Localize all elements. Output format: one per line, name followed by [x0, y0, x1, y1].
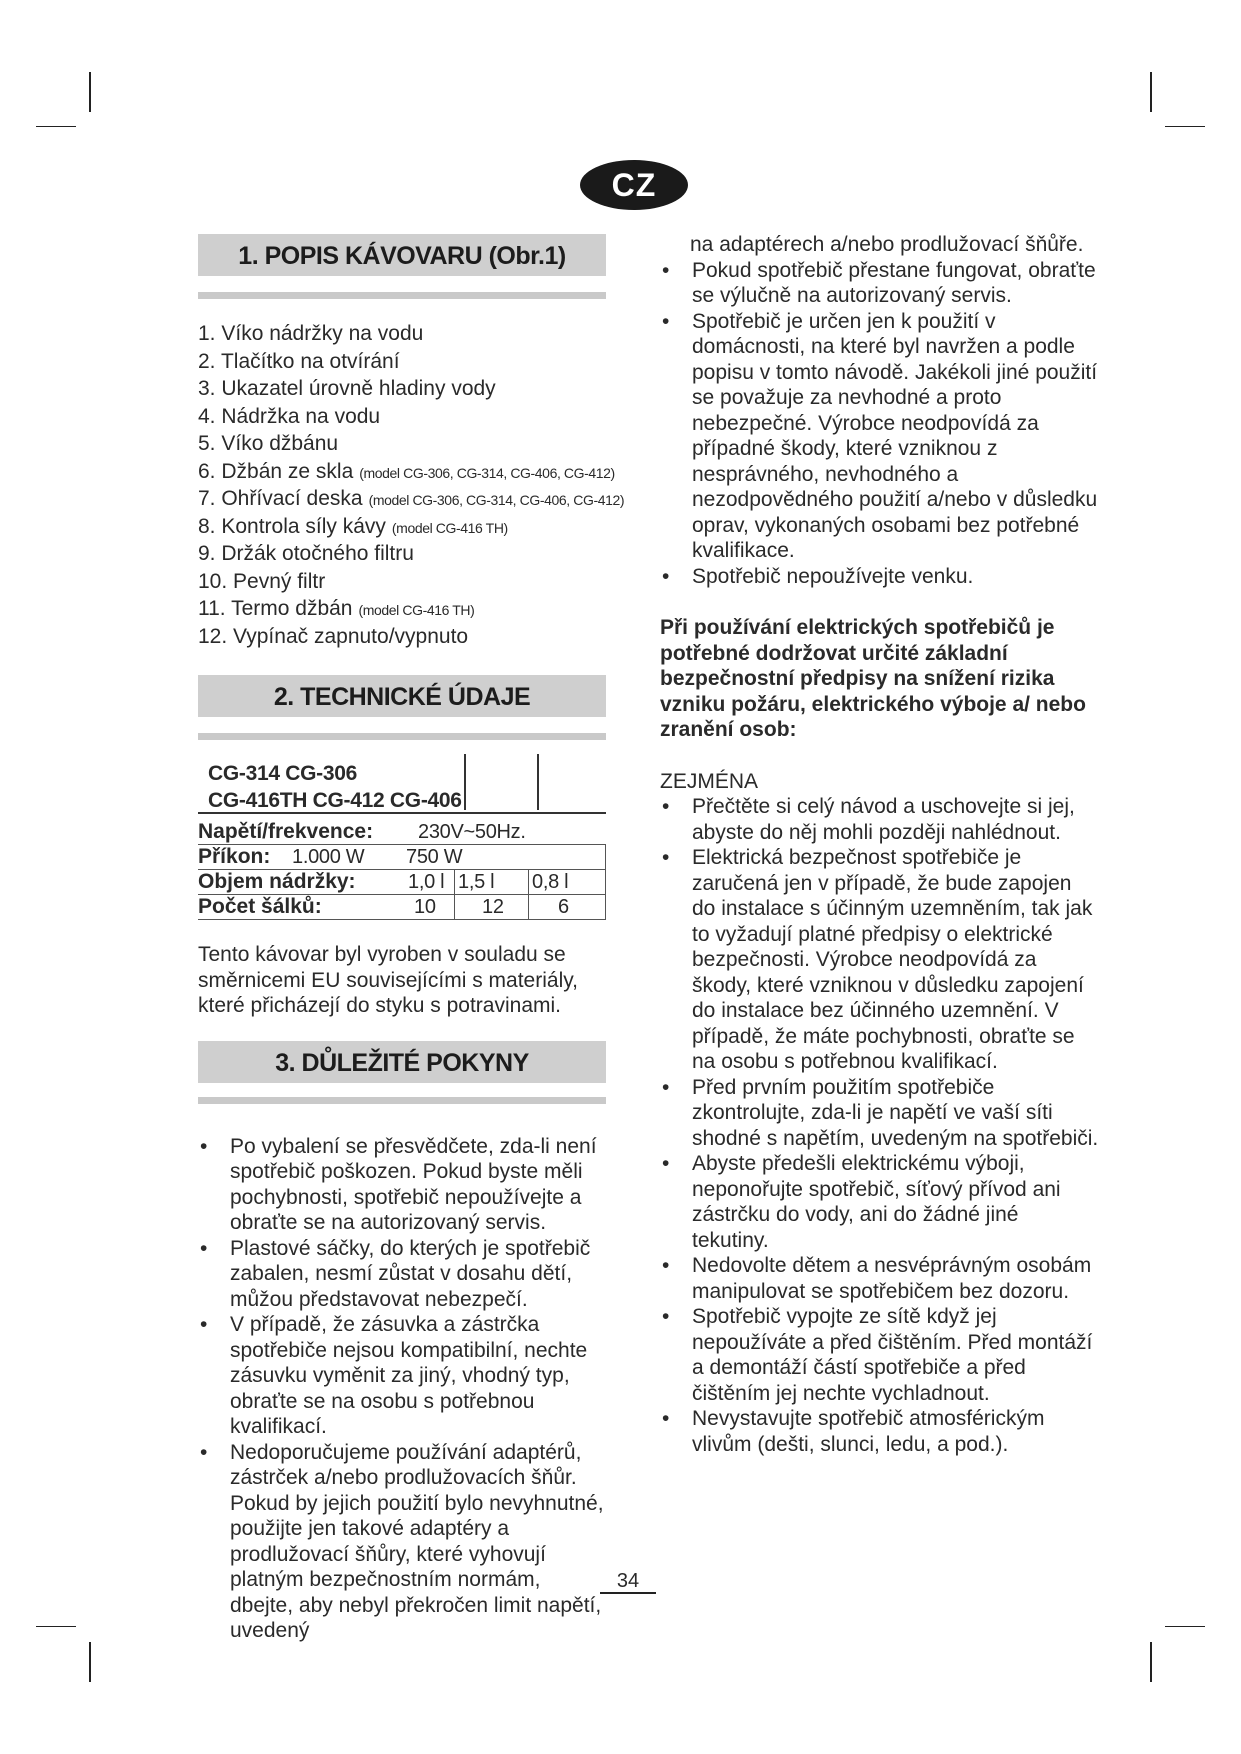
- list-item: • Nedoporučujeme používání adaptérů, zástrček a/nebo prodlužovacích šňůr. Pokud by jejich použití bylo nevyhnutné, použijte jen takové adaptéry a prodlužovací šňůry, které vyhovují platným bezpečnostním normám, dbejte, aby nebyl překročen limit napětí, uvedený: [198, 1440, 606, 1644]
- instructions-list: [660, 794, 1100, 1457]
- list-item: • Plastové sáčky, do kterých je spotřebič zabalen, nesmí zůstat v dosahu dětí, můžou představovat nebezpečí.: [198, 1236, 606, 1313]
- spec-value: 1.000 W: [292, 846, 365, 868]
- crop-mark: [89, 72, 91, 112]
- list-item: 3. Ukazatel úrovně hladiny vody: [198, 377, 496, 400]
- column-divider: [464, 754, 466, 810]
- list-item: 4. Nádržka na vodu: [198, 404, 381, 428]
- crop-mark: [1165, 126, 1205, 127]
- list-item: • Spotřebič nepoužívejte venku.: [660, 564, 1100, 590]
- section1-heading: 1. POPIS KÁVOVARU (Obr.1): [198, 234, 606, 276]
- list-item: • Abyste předešli elektrickému výboji, neponořujte spotřebič, síťový přívod ani zástrčku do vody, ani do žádné jiné tekutiny.: [660, 1151, 1100, 1253]
- list-item: 8. Kontrola síly kávy (model CG-416 TH): [198, 514, 508, 538]
- table-rule: [198, 919, 606, 920]
- spec-row-objem: Objem nádržky:: [198, 870, 356, 893]
- list-item: 7. Ohřívací deska (model CG-306, CG-314, CG-406, CG-412): [198, 487, 625, 510]
- left-column: [198, 234, 625, 1644]
- spec-row-prikon: Příkon:: [198, 845, 271, 868]
- list-item: 9. Držák otočného filtru: [198, 542, 414, 565]
- spec-value: 1,0 l: [408, 871, 445, 893]
- list-item: • Po vybalení se přesvědčete, zda-li není spotřebič poškozen. Pokud byste měli pochybnosti, spotřebič nepoužívejte a obraťte se na autorizovaný servis.: [198, 1134, 606, 1236]
- list-item: • Nedovolte dětem a nesvéprávným osobám manipulovat se spotřebičem bez dozoru.: [660, 1253, 1100, 1304]
- list-item: • V případě, že zásuvka a zástrčka spotřebiče nejsou kompatibilní, nechte zásuvku vyměnit za jiný, vhodný typ, obraťte se na osobu s potřebnou kvalifikací.: [198, 1312, 606, 1440]
- section-divider: [198, 733, 606, 740]
- spec-value: 12: [482, 896, 504, 918]
- language-badge: CZ: [580, 160, 688, 210]
- section-divider: [198, 1097, 606, 1104]
- table-rule: [198, 812, 606, 814]
- spec-row-napeti: Napětí/frekvence:: [198, 820, 374, 843]
- section3-heading: 3. DŮLEŽITÉ POKYNY: [198, 1041, 606, 1083]
- crop-mark: [1150, 1642, 1152, 1682]
- cell-divider: [454, 870, 455, 920]
- crop-mark: [36, 126, 76, 127]
- list-item: 5. Víko džbánu: [198, 432, 339, 455]
- section-divider: [198, 292, 606, 299]
- spec-table: [198, 740, 606, 920]
- column-divider: [537, 754, 539, 810]
- crop-mark: [89, 1642, 91, 1682]
- list-item: 10. Pevný filtr: [198, 569, 326, 593]
- list-item: 2. Tlačítko na otvírání: [198, 349, 400, 373]
- spec-value: 10: [414, 896, 436, 918]
- spec-value: 230V~50Hz.: [418, 821, 526, 843]
- list-item: • Před prvním použitím spotřebiče zkontrolujte, zda-li je napětí ve vaší síti shodné s napětím, uvedeným na spotřebiči.: [660, 1075, 1100, 1152]
- spec-value: 750 W: [406, 846, 463, 868]
- spec-value: 0,8 l: [532, 871, 569, 893]
- crop-mark: [1150, 72, 1152, 112]
- list-item: 11. Termo džbán (model CG-416 TH): [198, 597, 475, 620]
- parts-list: [198, 321, 625, 651]
- list-item: • Elektrická bezpečnost spotřebiče je zaručená jen v případě, že bude zapojen do instalace s účinným uzemněním, tak jak to vyžadují platné předpisy o elektrické bezpečnosti. Výrobce neodpovídá za škody, které vzniknou v důsledku zapojení do instalace bez účinného uzemnění. V případě, že máte pochybnosti, obraťte se na osobu s potřebnou kvalifikací.: [660, 845, 1100, 1075]
- list-item: 6. Džbán ze skla (model CG-306, CG-314, CG-406, CG-412): [198, 459, 615, 483]
- safety-list-continued: [660, 258, 1100, 590]
- list-item: • Spotřebič vypojte ze sítě když jej nepoužíváte a před čištěním. Před montáží a demontáží částí spotřebiče a před čištěním jej nechte vychladnout.: [660, 1304, 1100, 1406]
- safety-intro: Při používání elektrických spotřebičů je potřebné dodržovat určité základní bezpečnostní předpisy na snížení rizika vzniku požáru, elektrického výboje a/ nebo zranění osob:: [660, 616, 1086, 741]
- spec-row-pocet: Počet šálků:: [198, 895, 322, 918]
- section2-heading: 2. TECHNICKÉ ÚDAJE: [198, 675, 606, 717]
- subheading-zejmena: ZEJMÉNA: [660, 769, 759, 793]
- model-names: CG-314 CG-306 CG-416TH CG-412 CG-406: [208, 762, 462, 812]
- cell-divider: [605, 844, 606, 920]
- compliance-paragraph: Tento kávovar byl vyroben v souladu se směrnicemi EU souvisejícími s materiály, které přicházejí do styku s potravinami.: [198, 943, 579, 1017]
- list-item: 1. Víko nádržky na vodu: [198, 322, 424, 345]
- list-item: • Spotřebič je určen jen k použití v domácnosti, na které byl navržen a podle popisu v tomto návodě. Jakékoli jiné použití se považuje za nevhodné a proto nebezpečné. Výrobce neodpovídá za případné škody, které vzniknou z nesprávného, nevhodného a nezodpovědného použití a/nebo v důsledku oprav, vykonaných osobami bez potřebné kvalifikace.: [660, 309, 1100, 564]
- spec-value: 1,5 l: [458, 871, 495, 893]
- safety-list: [198, 1134, 606, 1644]
- list-item: • Pokud spotřebič přestane fungovat, obraťte se výlučně na autorizovaný servis.: [660, 258, 1100, 309]
- right-column: [660, 232, 1100, 1457]
- continued-text: na adaptérech a/nebo prodlužovací šňůře.: [690, 233, 1084, 256]
- spec-value: 6: [558, 896, 569, 918]
- crop-mark: [1165, 1626, 1205, 1627]
- cell-divider: [528, 870, 529, 920]
- crop-mark: [36, 1626, 76, 1627]
- page-number: 34: [600, 1570, 656, 1594]
- list-item: 12. Vypínač zapnuto/vypnuto: [198, 624, 469, 648]
- list-item: • Přečtěte si celý návod a uschovejte si jej, abyste do něj mohli později nahlédnout.: [660, 794, 1100, 845]
- list-item: • Nevystavujte spotřebič atmosférickým vlivům (dešti, slunci, ledu, a pod.).: [660, 1406, 1100, 1457]
